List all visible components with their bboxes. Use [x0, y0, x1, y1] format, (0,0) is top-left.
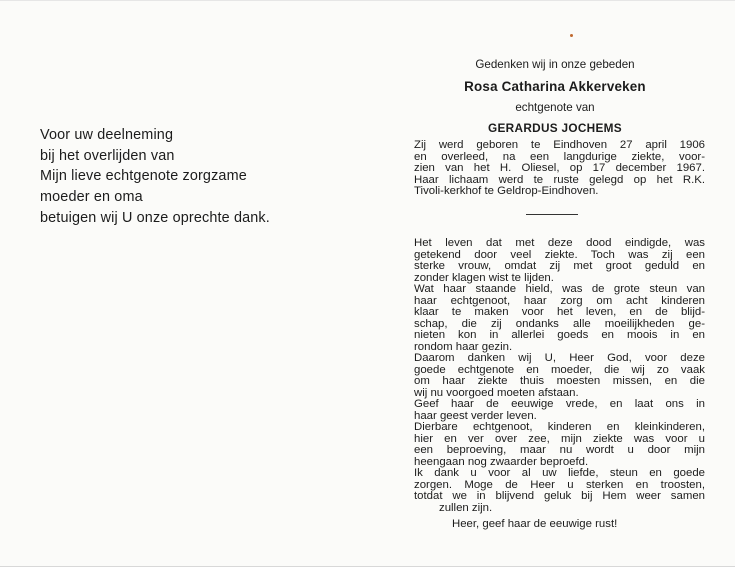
divider: [526, 214, 578, 215]
memorial-line: nieten kon in allerlei goeds en moois in en: [414, 329, 705, 341]
print-speck: [570, 34, 573, 37]
spouse-name: GERARDUS JOCHEMS: [488, 121, 622, 135]
memorial-line: schap, die zij ondanks alle moeilijkheden ge-: [414, 317, 705, 330]
memorial-line: goede echtgenote en moeder, die wij zo vaak: [414, 363, 705, 376]
memorial-line: sterke vrouw, omdat zij met groot geduld en: [414, 260, 705, 272]
memorial-line: zorgen. Moge de Heer u sterken en troosten,: [414, 478, 705, 491]
spouse-label: echtgenote van: [515, 101, 595, 114]
memorial-line: Wat haar staande hield, was de grote steun van: [414, 283, 705, 295]
memorial-line: Ik dank u voor al uw liefde, steun en goede: [414, 467, 705, 479]
memorial-line: Dierbare echtgenoot, kinderen en kleinkinderen,: [414, 421, 705, 433]
memorial-line: haar echtgenoot, haar zorg om acht kinderen: [414, 294, 705, 307]
thank-you-line: bij het overlijden van: [40, 147, 175, 164]
bio-line: Haar lichaam werd te ruste gelegd op het R.K.: [414, 173, 705, 186]
memorial-line: zonder klagen wist te lijden.: [414, 271, 554, 284]
memorial-line: wij nu voorgoed moeten afstaan.: [414, 386, 579, 399]
memorial-line: om haar ziekte thuis moesten missen, en die: [414, 375, 705, 387]
prayer-intro: Gedenken wij in onze gebeden: [475, 58, 635, 71]
thank-you-line: moeder en oma: [40, 189, 143, 206]
closing-prayer: Heer, geef haar de eeuwige rust!: [452, 518, 618, 530]
thank-you-line: Voor uw deelneming: [40, 127, 174, 143]
memorial-line: een beproeving, maar nu wordt u door mijn: [414, 444, 705, 456]
memorial-line: hier en ver over zee, mijn ziekte was voor u: [414, 432, 705, 445]
bio-line: Zij werd geboren te Eindhoven 27 april 1906: [414, 139, 705, 151]
memorial-line: zullen zijn.: [439, 501, 493, 514]
memorial-line: klaar te maken voor het leven, en de blijd-: [414, 306, 705, 318]
memorial-line: rondom haar gezin.: [414, 340, 513, 353]
thank-you-message: [40, 125, 340, 229]
bio-line: zien van het H. Oliesel, op 17 december 1967.: [414, 162, 705, 174]
thank-you-line: Mijn lieve echtgenote zorgzame: [40, 168, 247, 185]
memorial-line: heengaan nog zwaarder beproefd.: [414, 455, 589, 468]
memorial-line: Daarom danken wij U, Heer God, voor deze: [414, 352, 705, 364]
memorial-text: [414, 238, 705, 514]
page-edge: [0, 566, 735, 584]
thank-you-line: betuigen wij U onze oprechte dank.: [40, 209, 270, 226]
memorial-line: getekend door veel ziekte. Toch was zij een: [414, 248, 705, 261]
bio-line: en overleed, na een langdurige ziekte, voor-: [414, 150, 705, 163]
biography: [414, 140, 705, 198]
memorial-line: haar geest verder leven.: [414, 409, 537, 422]
bio-line: Tivoli-kerkhof te Geldrop-Eindhoven.: [414, 185, 599, 197]
memorial-line: Het leven dat met deze dood eindigde, was: [414, 237, 705, 249]
deceased-name: Rosa Catharina Akkerveken: [464, 79, 646, 94]
memorial-line: Geef haar de eeuwige vrede, en laat ons in: [414, 398, 705, 410]
memorial-line: totdat we in blijvend geluk bij Hem weer samen: [414, 490, 705, 502]
